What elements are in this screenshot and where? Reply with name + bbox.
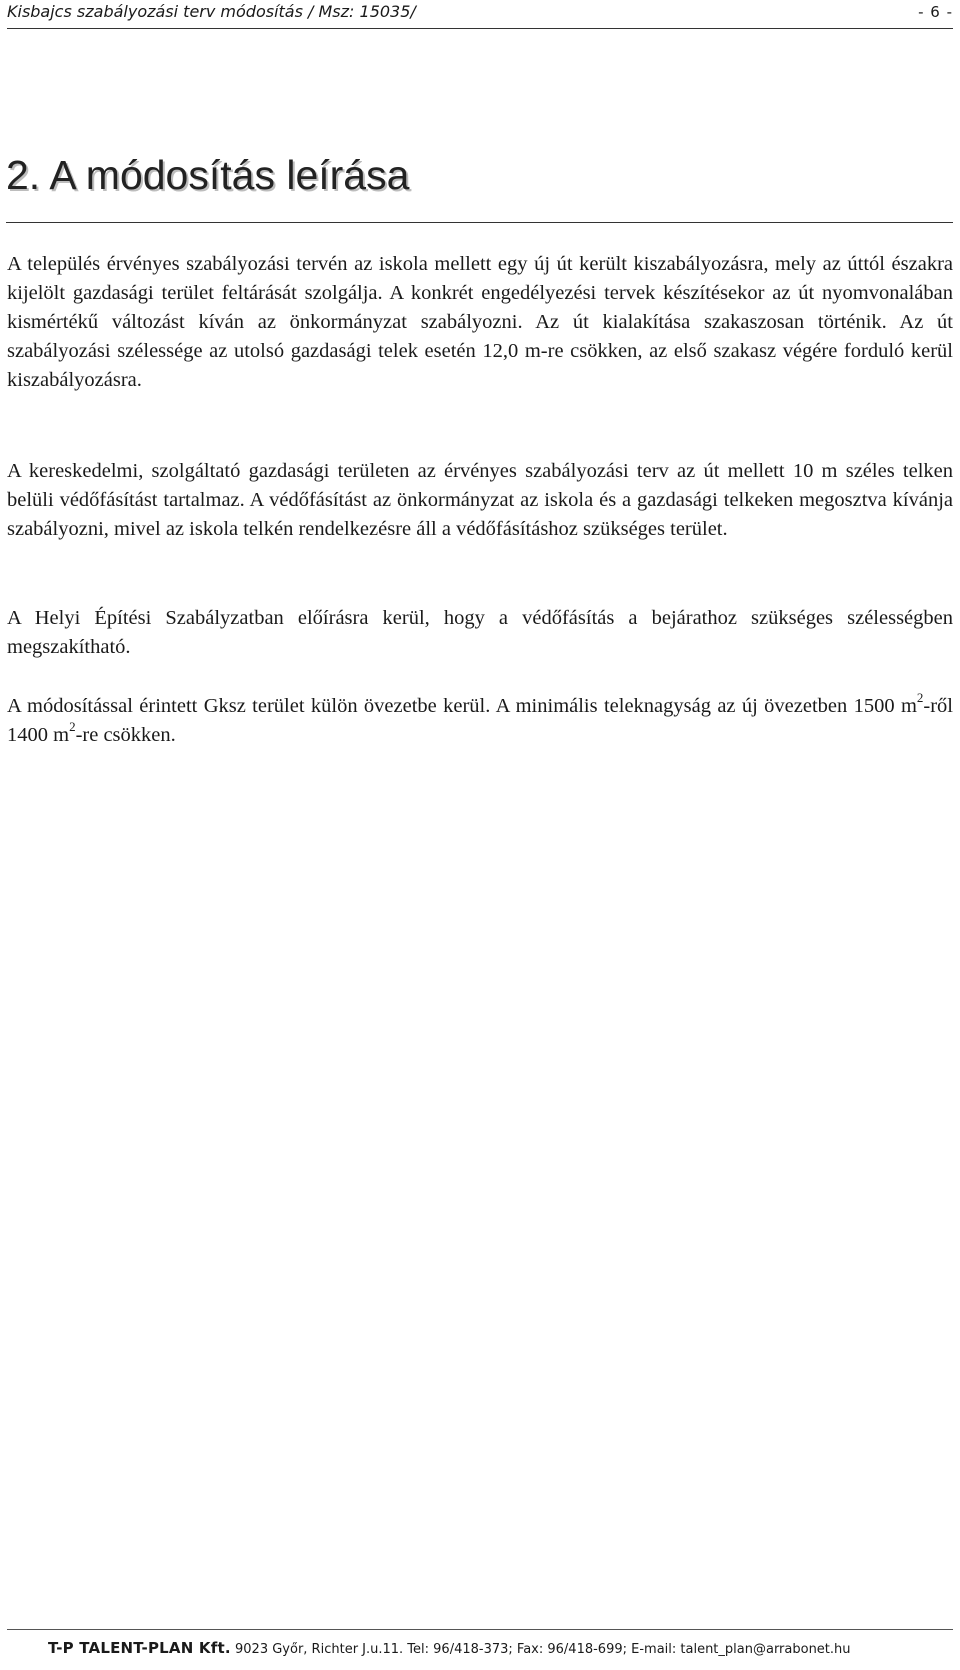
paragraph-road-regulation: A település érvényes szabályozási tervén az iskola mellett egy új út került kiszabályozásra, mely az úttól északra kijelölt gazdasági terület feltárását szolgálja. A konkrét engedélyezési tervek készítésekor az út nyomvonalában kismértékű változást kíván az önkormányzat szabályozni. Az út kialakítása szakaszosan történik. Az út szabályozási szélessége az utolsó gazdasági telek esetén 12,0 m-re csökken, az első szakasz végére forduló kerül kiszabályozásra.: [7, 253, 953, 391]
page-footer: [48, 1638, 851, 1660]
superscript-2: 2: [69, 719, 76, 735]
paragraph-plot-size: [7, 692, 953, 750]
page-header: [7, 0, 953, 29]
paragraph-building-regulation: A Helyi Építési Szabályzatban előírásra kerül, hogy a védőfásítás a bejárathoz szükséges szélességben megszakítható.: [7, 607, 953, 658]
section-divider: [6, 222, 953, 223]
plot-size-text-3: -re csökken.: [75, 724, 176, 746]
footer-divider: [7, 1629, 953, 1630]
superscript-1: 2: [916, 690, 924, 706]
section-heading: 2. A módosítás leírása: [6, 152, 410, 198]
document-title: Kisbajcs szabályozási terv módosítás / Msz: 15035/: [7, 2, 416, 21]
paragraph-protective-planting: A kereskedelmi, szolgáltató gazdasági területen az érvényes szabályozási terv az út mellett 10 m széles telken belüli védőfásítást tartalmaz. A védőfásítást az önkormányzat az iskola és a gazdasági telkeken megosztva kívánja szabályozni, mivel az iskola telkén rendelkezésre áll a védőfásításhoz szükséges terület.: [7, 460, 953, 540]
company-contact: 9023 Győr, Richter J.u.11. Tel: 96/418-373; Fax: 96/418-699; E-mail: talent_plan@arrabonet.hu: [235, 1642, 851, 1657]
page-number: - 6 -: [918, 3, 953, 21]
plot-size-text-2: -ről 1400 m: [7, 695, 953, 746]
company-logo: T-P TALENT-PLAN Kft.: [48, 1639, 231, 1657]
plot-size-text-1: A módosítással érintett Gksz terület külön övezetbe kerül. A minimális teleknagyság az új övezetben 1500 m: [7, 695, 917, 717]
